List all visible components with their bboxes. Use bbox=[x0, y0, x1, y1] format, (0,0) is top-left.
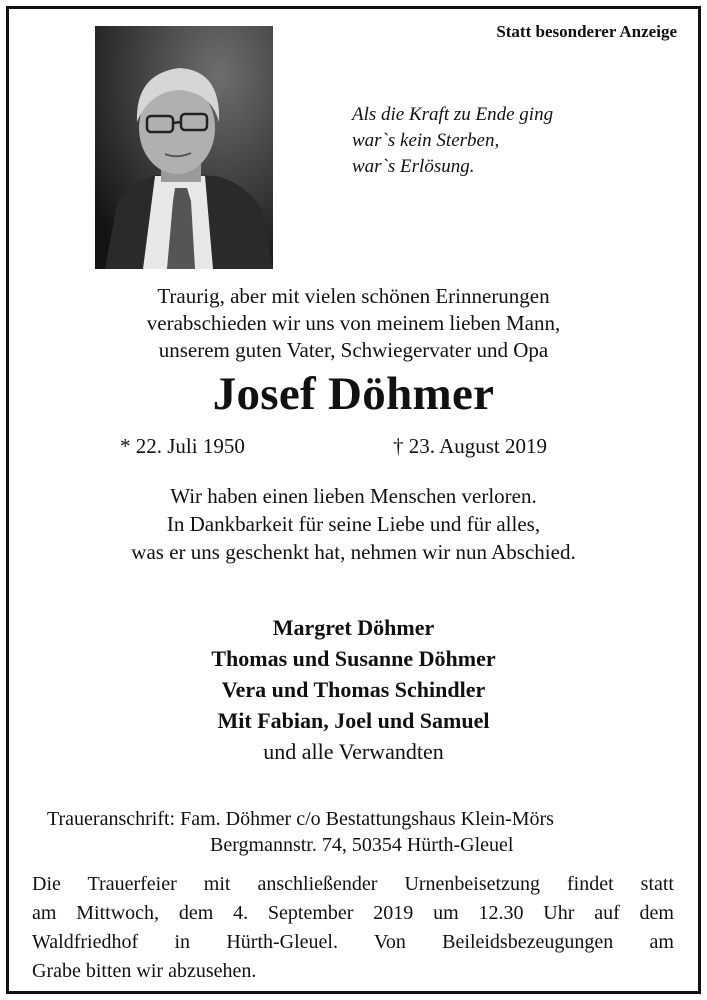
signer-name: Vera und Thomas Schindler bbox=[221, 677, 486, 702]
intro-line: Traurig, aber mit vielen schönen Erinnerungen bbox=[157, 284, 550, 308]
farewell-line: was er uns geschenkt hat, nehmen wir nun Abschied. bbox=[131, 540, 576, 564]
signer-relatives: und alle Verwandten bbox=[263, 739, 444, 764]
birth-date: * 22. Juli 1950 bbox=[120, 434, 245, 458]
mourning-address-line: Traueranschrift: Fam. Döhmer c/o Bestattungshaus Klein-Mörs bbox=[47, 808, 554, 830]
mourning-address-street: Bergmannstr. 74, 50354 Hürth-Gleuel bbox=[210, 834, 514, 856]
service-line: Grabe bitten wir abzusehen. bbox=[32, 960, 257, 982]
service-line: am Mittwoch, dem 4. September 2019 um 12.30 Uhr auf dem bbox=[32, 902, 674, 924]
farewell-line: In Dankbarkeit für seine Liebe und für alles, bbox=[166, 512, 541, 536]
death-date: † 23. August 2019 bbox=[393, 434, 548, 458]
service-info bbox=[32, 870, 674, 986]
service-line: Die Trauerfeier mit anschließender Urnenbeisetzung findet statt bbox=[32, 873, 674, 895]
notice-header: Statt besonderer Anzeige bbox=[496, 22, 677, 41]
signer-name: Mit Fabian, Joel und Samuel bbox=[217, 708, 490, 733]
signer-name: Margret Döhmer bbox=[272, 615, 435, 640]
deceased-name: Josef Döhmer bbox=[212, 368, 495, 420]
portrait-photo bbox=[95, 26, 273, 269]
portrait-illustration bbox=[95, 26, 273, 269]
poem-line: war`s Erlösung. bbox=[352, 156, 475, 177]
signers-list bbox=[0, 612, 707, 767]
farewell-line: Wir haben einen lieben Menschen verloren. bbox=[170, 484, 537, 508]
poem-line: war`s kein Sterben, bbox=[352, 130, 500, 151]
poem-line: Als die Kraft zu Ende ging bbox=[352, 104, 554, 125]
intro-line: verabschieden wir uns von meinem lieben Mann, bbox=[146, 311, 561, 335]
intro-text bbox=[0, 283, 707, 364]
farewell-text bbox=[0, 482, 707, 566]
signer-name: Thomas und Susanne Döhmer bbox=[211, 646, 496, 671]
intro-line: unserem guten Vater, Schwiegervater und Opa bbox=[158, 338, 549, 362]
service-line: Waldfriedhof in Hürth-Gleuel. Von Beileidsbezeugungen am bbox=[32, 931, 674, 953]
poem bbox=[352, 102, 553, 180]
